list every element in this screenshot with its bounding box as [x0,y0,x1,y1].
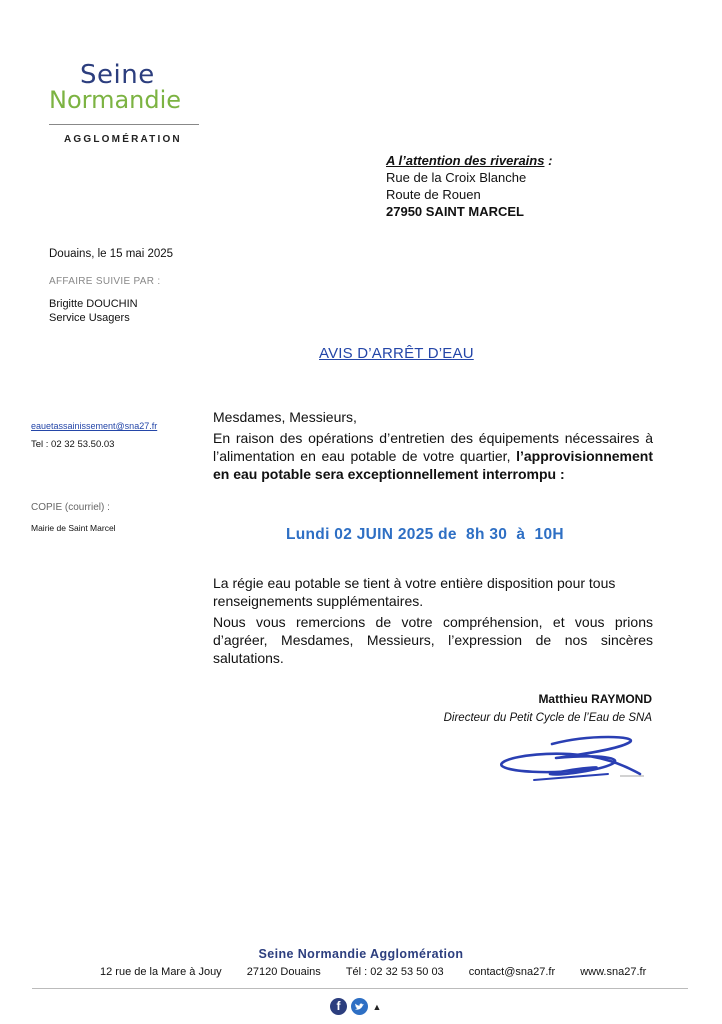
signatory-name: Matthieu RAYMOND [538,692,652,706]
sender-tel: Tel : 02 32 53.50.03 [31,439,115,450]
social-icons [330,998,382,1015]
paragraph-closing: Nous vous remercions de votre compréhension, et vous prions d’agréer, Mesdames, Messieurs, l’expression de nos sincères salutations. [213,614,653,666]
salutation: Mesdames, Messieurs, [213,409,357,425]
footer-city: 27120 Douains [246,966,321,978]
footer-tel: Tél : 02 32 53 50 03 [345,966,444,978]
sender-email-link[interactable]: eauetassainissement@sna27.fr [31,421,158,431]
footer-address: 12 rue de la Mare à Jouy [100,966,222,978]
logo-agglomeration: AGGLOMÉRATION [64,134,182,145]
recipient-street2: Route de Rouen [386,187,481,202]
twitter-icon[interactable] [351,998,368,1015]
recipient-block [386,152,552,220]
interruption-date: Lundi 02 JUIN 2025 de 8h 30 à 10H [286,526,564,543]
graduation-cap-icon[interactable]: ▲ [372,1001,382,1012]
sender-contact [49,297,138,325]
logo-normandie: Normandie [49,86,182,114]
recipient-city: 27950 SAINT MARCEL [386,204,524,219]
copie-recipient: Mairie de Saint Marcel [31,523,116,533]
footer-divider [32,988,688,989]
sender-name: Brigitte DOUCHIN [49,298,138,310]
footer-web[interactable]: www.sna27.fr [580,966,647,978]
paragraph-intro-bold: l’approvisionnement en eau potable sera exceptionnellement interrompu : [213,448,653,482]
copie-label: COPIE (courriel) : [31,502,110,513]
footer-email[interactable]: contact@sna27.fr [468,966,556,978]
letter-title: AVIS D’ARRÊT D’EAU [319,345,474,362]
handwritten-signature [490,730,650,790]
recipient-street1: Rue de la Croix Blanche [386,170,527,185]
facebook-icon[interactable]: f [330,998,347,1015]
footer-contact-line [100,966,646,978]
signatory-title: Directeur du Petit Cycle de l’Eau de SNA [443,712,652,724]
recipient-attention: A l’attention des riverains : [386,153,553,168]
paragraph-disposition: La régie eau potable se tient à votre entière disposition pour tous renseignements supplémentaires. [213,575,616,609]
affaire-label: AFFAIRE SUIVIE PAR : [49,276,161,287]
logo-divider [49,124,199,125]
sender-service: Service Usagers [49,312,130,324]
footer-org: Seine Normandie Agglomération [258,947,464,961]
logo-seine: Seine [80,60,155,90]
letter-date: Douains, le 15 mai 2025 [49,248,174,260]
paragraph-intro: En raison des opérations d’entretien des équipements nécessaires à l’alimentation en eau potable de votre quartier, l’approvisionnement en eau potable sera exceptionnellement interrompu : [213,430,653,482]
